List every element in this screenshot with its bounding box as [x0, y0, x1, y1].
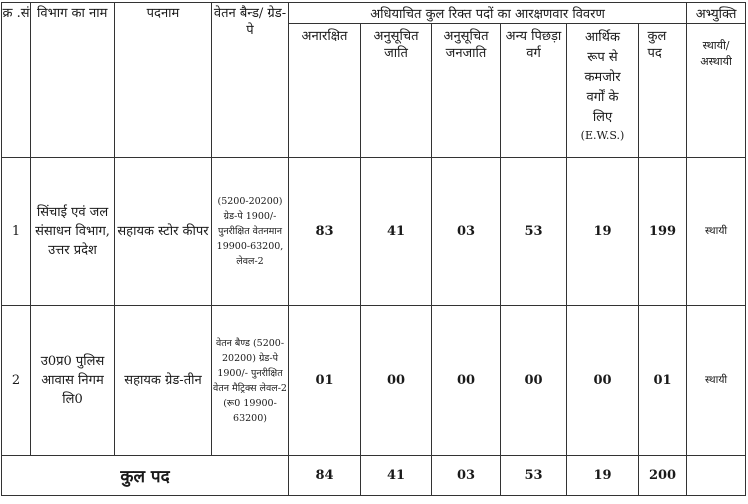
- row-pay-band: (5200-20200) ग्रेड-पे 1900/- पुनरीक्षित वेतनमान 19900-63200, लेवल-2: [212, 158, 289, 306]
- row-total: 01: [639, 306, 687, 456]
- row-status: स्थायी: [687, 158, 746, 306]
- table-row: [2, 158, 746, 306]
- header-total-posts: [639, 24, 687, 158]
- row-st: 03: [432, 158, 501, 306]
- row-status: स्थायी: [687, 306, 746, 456]
- row-unreserved: 83: [289, 158, 361, 306]
- totals-total: 200: [639, 456, 687, 496]
- totals-row: [2, 456, 746, 496]
- header-post: पदनाम: [115, 3, 212, 158]
- row-department: सिंचाई एवं जल संसाधन विभाग, उत्तर प्रदेश: [31, 158, 115, 306]
- row-post: सहायक ग्रेड-तीन: [115, 306, 212, 456]
- row-st: 00: [432, 306, 501, 456]
- header-pay-band: वेतन बैन्ड/ ग्रेड-पे: [212, 3, 289, 158]
- totals-unreserved: 84: [289, 456, 361, 496]
- header-ews: [567, 24, 639, 158]
- vacancy-table: [1, 2, 746, 496]
- header-department: विभाग का नाम: [31, 3, 115, 158]
- totals-sc: 41: [361, 456, 432, 496]
- header-ews-abbr: (E.W.S.): [580, 129, 625, 142]
- row-ews: 00: [567, 306, 639, 456]
- header-sc: अनुसूचित जाति: [361, 24, 432, 158]
- table-row: [2, 306, 746, 456]
- row-sc: 00: [361, 306, 432, 456]
- header-ews-label: आर्थिक रूप से कमजोर वर्गों के लिए: [584, 30, 621, 125]
- header-remarks: अभ्युक्ति: [687, 3, 746, 24]
- row-department: उ0प्र0 पुलिस आवास निगम लि0: [31, 306, 115, 456]
- header-sno: क्र .सं: [2, 3, 31, 158]
- totals-label: कुल पद: [2, 456, 289, 496]
- totals-remarks-empty: [687, 456, 746, 496]
- row-sno: 2: [2, 306, 31, 456]
- row-ews: 19: [567, 158, 639, 306]
- row-total: 199: [639, 158, 687, 306]
- header-reservation-group: अधियाचित कुल रिक्त पदों का आरक्षणवार विवरण: [289, 3, 687, 24]
- header-remarks-sub: स्थायी/ अस्थायी: [687, 24, 746, 158]
- totals-ews: 19: [567, 456, 639, 496]
- row-obc: 00: [501, 306, 567, 456]
- row-sno: 1: [2, 158, 31, 306]
- row-post: सहायक स्टोर कीपर: [115, 158, 212, 306]
- header-st: अनुसूचित जनजाति: [432, 24, 501, 158]
- row-pay-band: वेतन बैण्ड (5200-20200) ग्रेड-पे 1900/- पुनरीक्षित वेतन मैट्रिक्स लेवल-2 (रू0 19900-63200): [212, 306, 289, 456]
- totals-obc: 53: [501, 456, 567, 496]
- row-unreserved: 01: [289, 306, 361, 456]
- header-obc: अन्य पिछड़ा वर्ग: [501, 24, 567, 158]
- row-sc: 41: [361, 158, 432, 306]
- row-obc: 53: [501, 158, 567, 306]
- header-unreserved: अनारक्षित: [289, 24, 361, 158]
- header-total-posts-label: कुल पद: [647, 29, 667, 61]
- totals-st: 03: [432, 456, 501, 496]
